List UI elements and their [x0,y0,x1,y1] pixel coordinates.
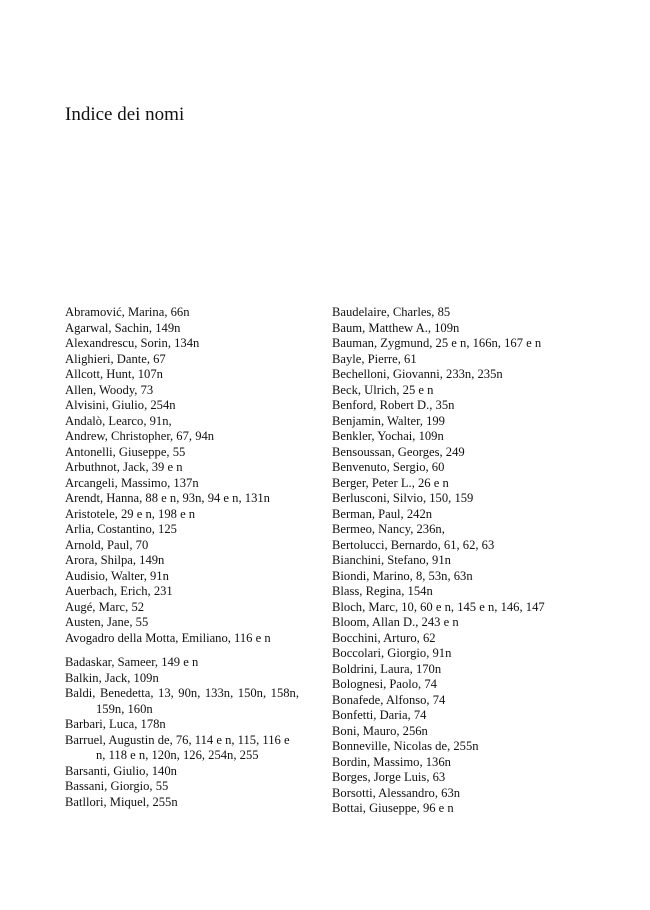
index-entry: Arlia, Costantino, 125 [65,522,177,536]
index-entry: Audisio, Walter, 91n [65,568,169,583]
index-entry: Barruel, Augustin de, 76, 114 e n, 115, 116 e n, 118 e n, 120n, 126, 254n, 255 [65,732,290,762]
index-entry: Bocchini, Arturo, 62 [332,630,436,645]
index-entry: Bonneville, Nicolas de, 255n [332,739,479,753]
page-title: Indice dei nomi [65,104,185,125]
index-entry: Auerbach, Erich, 231 [65,584,173,598]
index-entry: Alvisini, Giulio, 254n [65,398,176,412]
index-entry: Avogadro della Motta, Emiliano, 116 e n [65,630,271,645]
index-entry: Beck, Ulrich, 25 e n [332,382,434,397]
index-entry: Arcangeli, Massimo, 137n [65,475,199,490]
index-entry: Badaskar, Sameer, 149 e n [65,655,199,669]
index-entry: Andrew, Christopher, 67, 94n [65,429,215,443]
index-entry: Benford, Robert D., 35n [332,398,455,412]
index-entry: Baudelaire, Charles, 85 [332,305,451,319]
index-entry: Boni, Mauro, 256n [332,723,428,738]
index-entry: Arora, Shilpa, 149n [65,553,165,567]
index-entry: Bolognesi, Paolo, 74 [332,677,437,691]
index-entry: Barsanti, Giulio, 140n [65,763,177,778]
index-entry: Barbari, Luca, 178n [65,717,166,731]
index-entry: Baldi, Benedetta, 13, 90n, 133n, 150n, 158n, 159n, 160n [65,686,299,716]
index-entry: Augé, Marc, 52 [65,599,145,614]
index-entry: Alexandrescu, Sorin, 134n [65,336,200,350]
index-entry: Andalò, Learco, 91n, [65,413,172,428]
index-entry: Bensoussan, Georges, 249 [332,444,465,459]
index-entry: Bassani, Giorgio, 55 [65,779,169,793]
index-entry: Borges, Jorge Luis, 63 [332,770,446,784]
index-entry: Benkler, Yochai, 109n [332,429,444,443]
index-entry: Allen, Woody, 73 [65,382,154,397]
index-column-left [65,305,299,810]
index-entry: Berlusconi, Silvio, 150, 159 [332,491,474,505]
index-entry: Benvenuto, Sergio, 60 [332,460,445,474]
index-entry: Bayle, Pierre, 61 [332,351,417,366]
index-entry: Bordin, Massimo, 136n [332,754,451,769]
index-entry: Bloch, Marc, 10, 60 e n, 145 e n, 146, 147 [332,599,545,614]
index-entry: Arbuthnot, Jack, 39 e n [65,460,183,474]
index-entry: Allcott, Hunt, 107n [65,367,163,381]
index-entry: Bottai, Giuseppe, 96 e n [332,801,454,815]
index-entry: Boldrini, Laura, 170n [332,661,442,676]
index-entry: Bonafede, Alfonso, 74 [332,692,446,707]
index-entry: Blass, Regina, 154n [332,584,433,598]
index-entry: Baum, Matthew A., 109n [332,320,460,335]
index-entry: Agarwal, Sachin, 149n [65,320,181,335]
index-entry: Borsotti, Alessandro, 63n [332,785,461,800]
index-entry: Arendt, Hanna, 88 e n, 93n, 94 e n, 131n [65,491,270,505]
index-entry: Berger, Peter L., 26 e n [332,475,449,490]
index-entry: Bianchini, Stefano, 91n [332,553,451,567]
index-entry: Arnold, Paul, 70 [65,537,149,552]
index-entry: Bermeo, Nancy, 236n, [332,522,445,536]
index-entry: Boccolari, Giorgio, 91n [332,646,452,660]
index-entry: Alighieri, Dante, 67 [65,351,166,366]
index-entry: Benjamin, Walter, 199 [332,413,445,428]
index-entry: Berman, Paul, 242n [332,506,433,521]
index-entry: Bauman, Zygmund, 25 e n, 166n, 167 e n [332,336,542,350]
index-entry: Antonelli, Giuseppe, 55 [65,444,186,459]
index-entry: Aristotele, 29 e n, 198 e n [65,506,196,521]
index-entry: Biondi, Marino, 8, 53n, 63n [332,568,473,583]
index-entry: Bloom, Allan D., 243 e n [332,615,459,629]
index-column-right [332,305,582,817]
index-entry: Bertolucci, Bernardo, 61, 62, 63 [332,537,495,552]
index-entry: Abramović, Marina, 66n [65,305,190,319]
index-entry: Austen, Jane, 55 [65,615,149,629]
index-entry: Bonfetti, Daria, 74 [332,708,427,722]
index-entry: Balkin, Jack, 109n [65,670,159,685]
index-entry: Batllori, Miquel, 255n [65,794,178,809]
index-entry: Bechelloni, Giovanni, 233n, 235n [332,367,503,381]
